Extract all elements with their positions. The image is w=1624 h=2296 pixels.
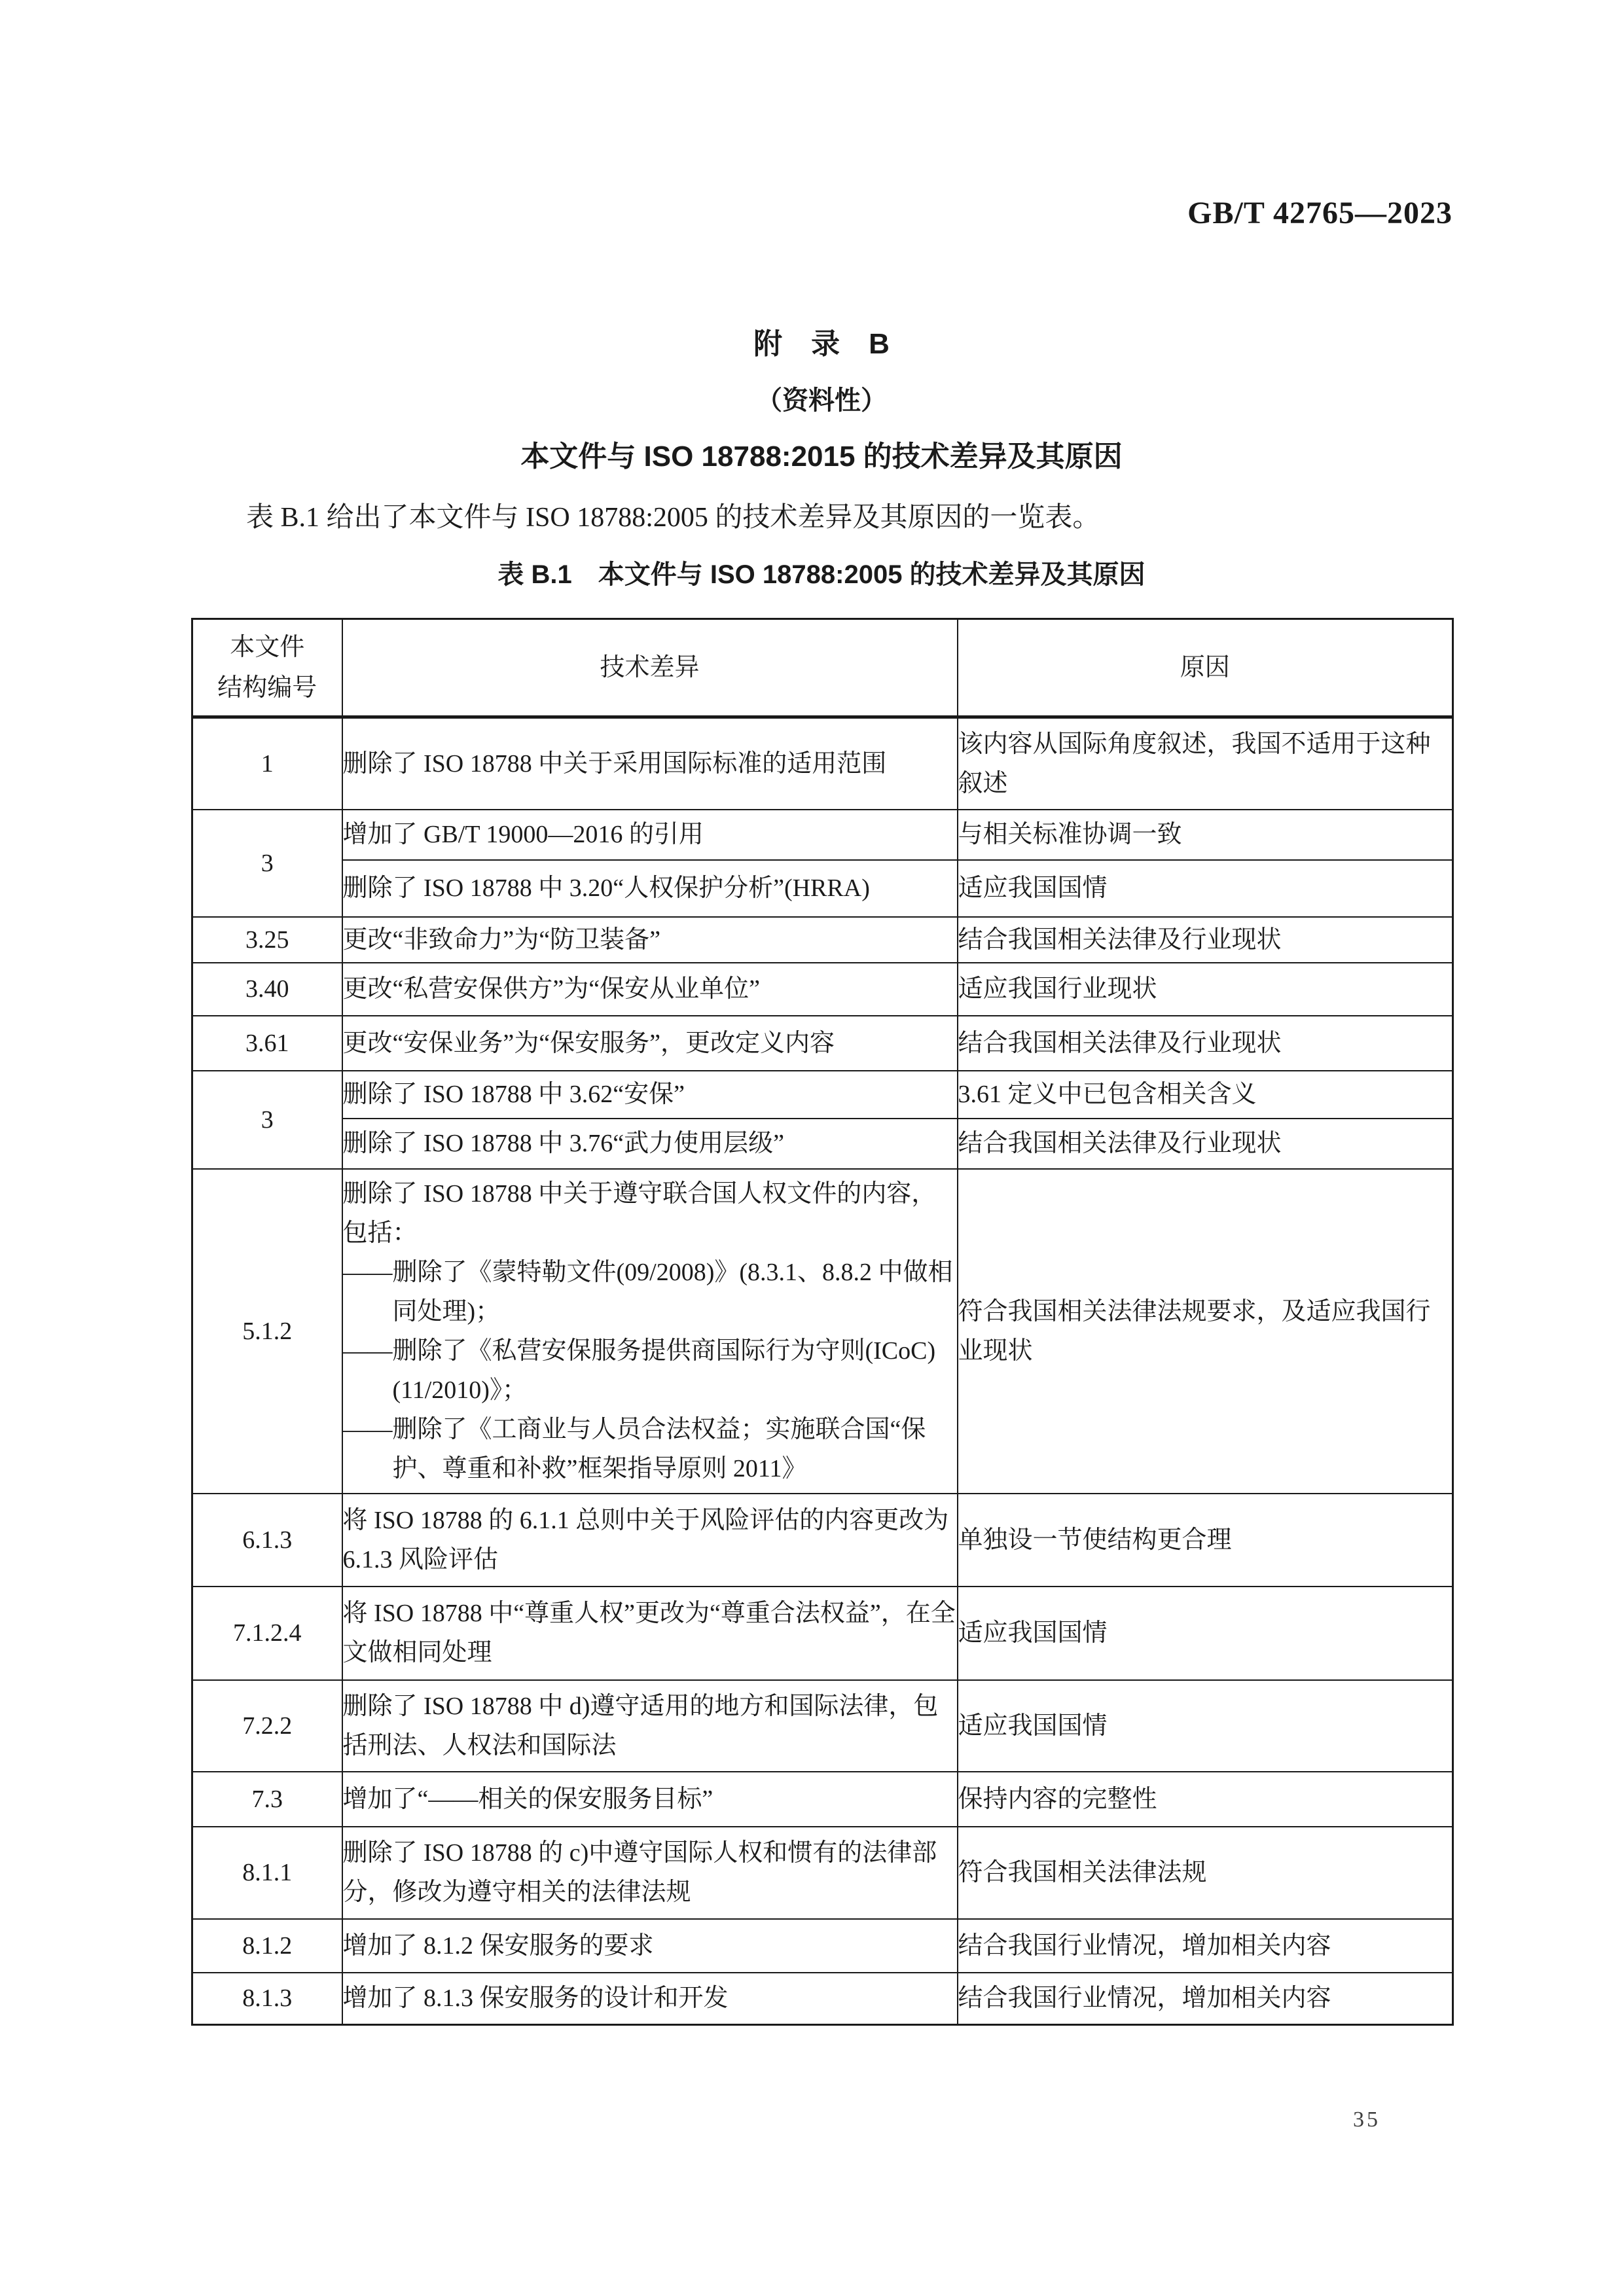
standard-code: GB/T 42765—2023 xyxy=(1187,196,1453,230)
cell-reason: 结合我国相关法律及行业现状 xyxy=(958,917,1453,963)
tech-difference-item: ——删除了《私营安保服务提供商国际行为守则(ICoC)(11/2010)》； xyxy=(342,1336,936,1404)
cell-tech-difference: 删除了 ISO 18788 的 c)中遵守国际人权和惯有的法律部分，修改为遵守相关的法律法规 xyxy=(342,1827,958,1919)
cell-reason: 保持内容的完整性 xyxy=(958,1772,1453,1827)
tech-difference-intro: 删除了 ISO 18788 中关于遵守联合国人权文件的内容，包括： xyxy=(342,1179,937,1247)
cell-tech-difference: 将 ISO 18788 的 6.1.1 总则中关于风险评估的内容更改为 6.1.3 风险评估 xyxy=(342,1494,958,1587)
appendix-classification: （资料性） xyxy=(756,386,887,415)
cell-reason: 该内容从国际角度叙述，我国不适用于这种叙述 xyxy=(958,717,1453,810)
cell-tech-difference: 删除了 ISO 18788 中 3.76“武力使用层级” xyxy=(342,1119,958,1169)
cell-tech-difference: 删除了 ISO 18788 中 3.62“安保” xyxy=(342,1071,958,1119)
cell-tech-difference: 更改“非致命力”为“防卫装备” xyxy=(342,917,958,963)
cell-tech-difference: 增加了 8.1.3 保安服务的设计和开发 xyxy=(342,1973,958,2025)
cell-structure-number: 3 xyxy=(192,1071,342,1169)
col-header-structure-number-line1: 本文件 xyxy=(230,634,305,661)
cell-structure-number: 3.61 xyxy=(192,1016,342,1071)
tech-difference-item: ——删除了《工商业与人员合法权益；实施联合国“保护、尊重和补救”框架指导原则 2011》 xyxy=(342,1415,926,1482)
cell-tech-difference: 删除了 ISO 18788 中 d)遵守适用的地方和国际法律，包括刑法、人权法和国际法 xyxy=(342,1680,958,1772)
table-row xyxy=(192,1772,1453,1827)
cell-reason: 适应我国国情 xyxy=(958,1587,1453,1680)
cell-structure-number: 5.1.2 xyxy=(192,1169,342,1494)
table-header-row xyxy=(192,619,1453,717)
cell-reason: 单独设一节使结构更合理 xyxy=(958,1494,1453,1587)
appendix-title: 附 录 B xyxy=(753,328,890,360)
cell-reason: 与相关标准协调一致 xyxy=(958,810,1453,860)
cell-structure-number: 3.40 xyxy=(192,963,342,1016)
table-row xyxy=(192,917,1453,963)
cell-reason: 3.61 定义中已包含相关含义 xyxy=(958,1071,1453,1119)
table-row xyxy=(192,1494,1453,1587)
col-header-tech-difference: 技术差异 xyxy=(342,619,958,717)
cell-tech-difference: 更改“安保业务”为“保安服务”，更改定义内容 xyxy=(342,1016,958,1071)
table-row xyxy=(192,810,1453,860)
cell-reason: 结合我国相关法律及行业现状 xyxy=(958,1016,1453,1071)
cell-tech-difference: 增加了 8.1.2 保安服务的要求 xyxy=(342,1919,958,1973)
cell-structure-number: 6.1.3 xyxy=(192,1494,342,1587)
table-row xyxy=(192,1919,1453,1973)
comparison-table xyxy=(191,618,1454,2026)
cell-structure-number: 3.25 xyxy=(192,917,342,963)
cell-tech-difference: 更改“私营安保供方”为“保安从业单位” xyxy=(342,963,958,1016)
cell-structure-number: 7.1.2.4 xyxy=(192,1587,342,1680)
cell-reason: 符合我国相关法律法规 xyxy=(958,1827,1453,1919)
table-row xyxy=(192,860,1453,917)
cell-structure-number: 3 xyxy=(192,810,342,917)
appendix-heading: 本文件与 ISO 18788:2015 的技术差异及其原因 xyxy=(520,440,1123,473)
col-header-structure-number-line2: 结构编号 xyxy=(217,674,317,702)
col-header-structure-number xyxy=(192,619,342,717)
table-caption: 表 B.1 本文件与 ISO 18788:2005 的技术差异及其原因 xyxy=(497,560,1146,589)
cell-tech-difference: 删除了 ISO 18788 中 3.20“人权保护分析”(HRRA) xyxy=(342,860,958,917)
cell-reason: 适应我国国情 xyxy=(958,860,1453,917)
table-row xyxy=(192,1016,1453,1071)
page-number: 35 xyxy=(1353,2108,1380,2132)
cell-structure-number: 1 xyxy=(192,717,342,810)
table-row xyxy=(192,717,1453,810)
cell-structure-number: 7.3 xyxy=(192,1772,342,1827)
cell-tech-difference xyxy=(342,1169,958,1494)
cell-reason: 结合我国行业情况，增加相关内容 xyxy=(958,1973,1453,2025)
cell-structure-number: 7.2.2 xyxy=(192,1680,342,1772)
table-row xyxy=(192,1587,1453,1680)
cell-structure-number: 8.1.1 xyxy=(192,1827,342,1919)
table-row xyxy=(192,1071,1453,1119)
table-row xyxy=(192,1119,1453,1169)
tech-difference-item: ——删除了《蒙特勒文件(09/2008)》(8.3.1、8.8.2 中做相同处理)； xyxy=(342,1258,953,1325)
table-row xyxy=(192,1973,1453,2025)
table-row xyxy=(192,1827,1453,1919)
col-header-reason: 原因 xyxy=(958,619,1453,717)
appendix-content xyxy=(191,0,1452,2026)
table-row xyxy=(192,1169,1453,1494)
table-row xyxy=(192,963,1453,1016)
cell-tech-difference: 增加了“——相关的保安服务目标” xyxy=(342,1772,958,1827)
cell-tech-difference: 将 ISO 18788 中“尊重人权”更改为“尊重合法权益”，在全文做相同处理 xyxy=(342,1587,958,1680)
cell-reason: 适应我国行业现状 xyxy=(958,963,1453,1016)
cell-structure-number: 8.1.3 xyxy=(192,1973,342,2025)
cell-tech-difference: 删除了 ISO 18788 中关于采用国际标准的适用范围 xyxy=(342,717,958,810)
cell-reason: 适应我国国情 xyxy=(958,1680,1453,1772)
cell-reason: 结合我国相关法律及行业现状 xyxy=(958,1119,1453,1169)
table-row xyxy=(192,1680,1453,1772)
intro-paragraph: 表 B.1 给出了本文件与 ISO 18788:2005 的技术差异及其原因的一览表。 xyxy=(246,503,1100,533)
cell-structure-number: 8.1.2 xyxy=(192,1919,342,1973)
cell-tech-difference: 增加了 GB/T 19000—2016 的引用 xyxy=(342,810,958,860)
cell-reason: 符合我国相关法律法规要求，及适应我国行业现状 xyxy=(958,1169,1453,1494)
cell-reason: 结合我国行业情况，增加相关内容 xyxy=(958,1919,1453,1973)
